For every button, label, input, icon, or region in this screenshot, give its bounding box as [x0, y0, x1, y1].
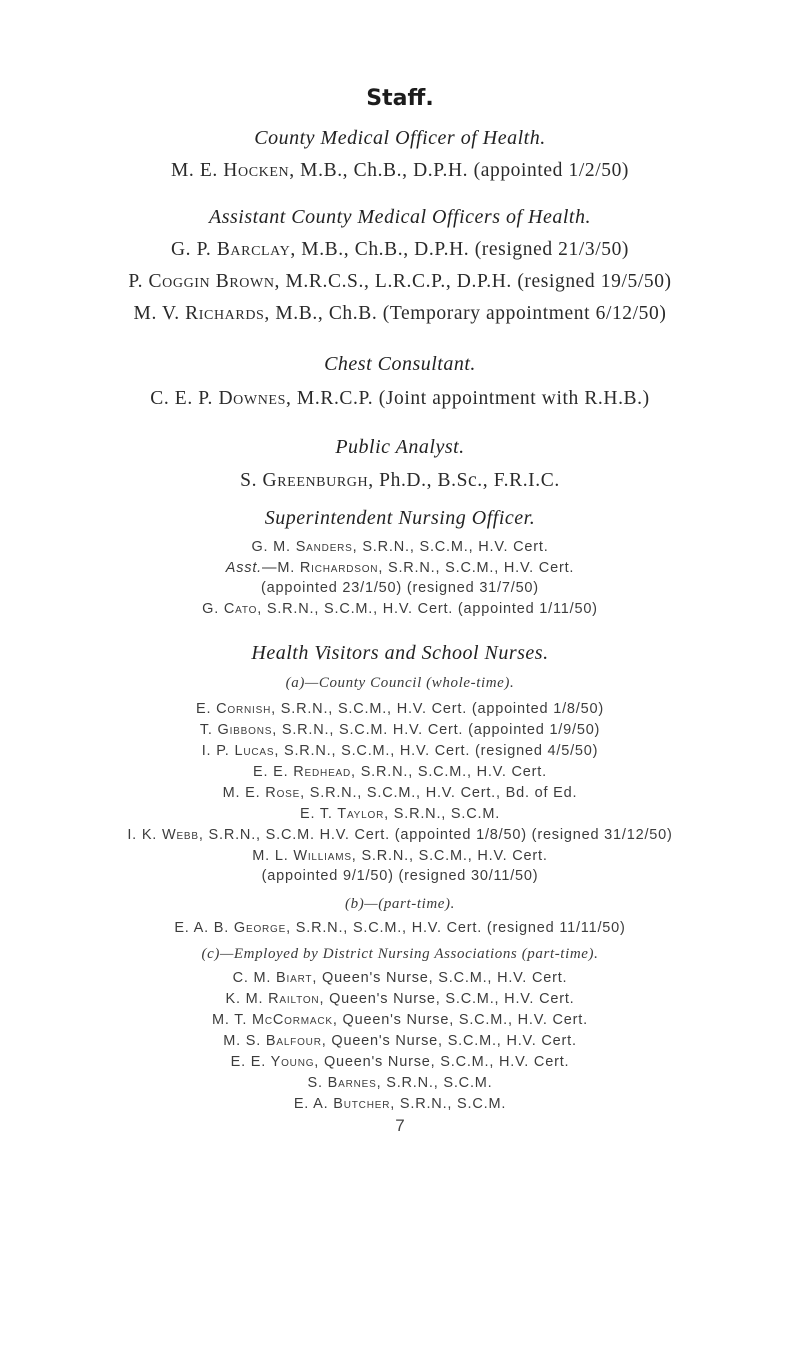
staff-name: M. E. Hocken: [170, 160, 290, 181]
hv-c-entry: [0, 1096, 800, 1112]
staff-details: , S.R.N., S.C.M., H.V. Cert.: [378, 560, 575, 576]
staff-name: E. T. Taylor: [299, 806, 385, 822]
chest-heading: Chest Consultant.: [324, 353, 476, 375]
staff-name: E. E. Young: [230, 1054, 315, 1070]
staff-name: M. E. Rose: [222, 785, 301, 801]
staff-details: , Queen's Nurse, S.C.M., H.V. Cert.: [312, 970, 568, 986]
hv-c-entry: [0, 991, 800, 1007]
staff-name: E. A. Butcher: [293, 1096, 391, 1112]
staff-details: , S.R.N., S.C.M., H.V. Cert. (appointed 1/8/50): [271, 701, 604, 717]
staff-name: S. Greenburgh: [240, 470, 369, 491]
staff-name: M. S. Balfour: [223, 1033, 322, 1049]
nursing-heading: Superintendent Nursing Officer.: [264, 507, 536, 529]
staff-details: , S.R.N., S.C.M., H.V. Cert. (resigned 4/5/50): [274, 743, 599, 759]
staff-name: M. T. McCormack: [212, 1012, 333, 1028]
hv-sub-a: (a)—County Council (whole-time).: [285, 675, 515, 691]
hv-c-entry: [0, 970, 800, 986]
staff-details: , S.R.N., S.C.M., H.V. Cert., Bd. of Ed.: [300, 785, 578, 801]
hv-c-entry: [0, 1012, 800, 1028]
staff-name: M. Richardson: [277, 560, 379, 576]
staff-details: , S.R.N., S.C.M., H.V. Cert. (appointed 1/11/50): [257, 601, 598, 617]
hv-b-entry: [0, 920, 800, 936]
staff-name: G. M. Sanders: [251, 539, 353, 555]
asst-moh-heading: Assistant County Medical Officers of Health.: [209, 206, 591, 228]
staff-name: I. P. Lucas: [201, 743, 275, 759]
staff-details: , S.R.N., S.C.M. H.V. Cert. (appointed 1/9/50): [272, 722, 601, 738]
staff-details: , S.R.N., S.C.M., H.V. Cert.: [351, 764, 547, 780]
hv-c-entry: [0, 1033, 800, 1049]
staff-details: , M.R.C.P. (Joint appointment with R.H.B.): [285, 388, 650, 409]
hv-a-entry: [0, 743, 800, 759]
hv-a-entry: [0, 701, 800, 717]
staff-name: C. E. P. Downes: [150, 388, 286, 409]
page-title: Staff.: [366, 86, 434, 111]
dash: —: [262, 560, 278, 576]
staff-name: K. M. Railton: [225, 991, 320, 1007]
nursing-entry: [0, 601, 800, 617]
staff-name: M. L. Williams: [252, 848, 352, 864]
hv-a-note: (appointed 9/1/50) (resigned 30/11/50): [261, 868, 539, 884]
asst-moh-entry: [0, 271, 800, 293]
staff-name: T. Gibbons: [199, 722, 273, 738]
staff-name: C. M. Biart: [232, 970, 313, 986]
hv-a-entry: [0, 827, 800, 843]
chest-entry: [0, 388, 800, 410]
moh-heading: County Medical Officer of Health.: [254, 127, 546, 149]
staff-name: M. V. Richards: [133, 303, 265, 324]
staff-details: , S.R.N., S.C.M.: [376, 1075, 493, 1091]
staff-name: E. E. Redhead: [253, 764, 352, 780]
hv-a-entry: [0, 722, 800, 738]
asst-moh-entry: [0, 239, 800, 261]
staff-name: G. Cato: [202, 601, 258, 617]
nursing-asst-dates: (appointed 23/1/50) (resigned 31/7/50): [261, 580, 539, 596]
staff-details: , M.B., Ch.B., D.P.H. (appointed 1/2/50): [289, 160, 630, 181]
hv-c-entry: [0, 1054, 800, 1070]
analyst-heading: Public Analyst.: [335, 436, 465, 458]
hv-a-entry: [0, 806, 800, 822]
analyst-entry: [0, 470, 800, 492]
staff-details: , M.B., Ch.B. (Temporary appointment 6/12/50): [264, 303, 667, 324]
staff-name: G. P. Barclay: [170, 239, 291, 260]
asst-prefix: Asst.: [225, 560, 262, 576]
nursing-entry: [0, 539, 800, 555]
page-number: 7: [395, 1116, 405, 1135]
staff-details: , Queen's Nurse, S.C.M., H.V. Cert.: [319, 991, 575, 1007]
hv-heading: Health Visitors and School Nurses.: [251, 642, 549, 664]
hv-a-entry: [0, 785, 800, 801]
staff-name: E. Cornish: [196, 701, 272, 717]
staff-details: , S.R.N., S.C.M.: [384, 806, 501, 822]
hv-a-entry: [0, 764, 800, 780]
staff-details: , S.R.N., S.C.M., H.V. Cert. (resigned 11/11/50): [286, 920, 626, 936]
staff-details: , Queen's Nurse, S.C.M., H.V. Cert.: [332, 1012, 588, 1028]
staff-name: I. K. Webb: [127, 827, 199, 843]
staff-details: , M.R.C.S., L.R.C.P., D.P.H. (resigned 19/5/50): [274, 271, 672, 292]
staff-name: S. Barnes: [307, 1075, 377, 1091]
nursing-asst-entry: [0, 560, 800, 576]
moh-entry: [0, 160, 800, 182]
asst-moh-entry: [0, 303, 800, 325]
staff-details: , Ph.D., B.Sc., F.R.I.C.: [368, 470, 560, 491]
staff-details: , S.R.N., S.C.M., H.V. Cert.: [351, 848, 548, 864]
staff-details: , Queen's Nurse, S.C.M., H.V. Cert.: [321, 1033, 577, 1049]
hv-sub-c: (c)—Employed by District Nursing Associations (part-time).: [201, 946, 599, 962]
staff-details: , M.B., Ch.B., D.P.H. (resigned 21/3/50): [290, 239, 630, 260]
hv-sub-b: (b)—(part-time).: [345, 896, 455, 912]
hv-c-entry: [0, 1075, 800, 1091]
staff-details: , S.R.N., S.C.M.: [390, 1096, 507, 1112]
staff-name: P. Coggin Brown: [128, 271, 275, 292]
staff-details: , S.R.N., S.C.M., H.V. Cert.: [352, 539, 549, 555]
staff-name: E. A. B. George: [174, 920, 287, 936]
staff-details: , Queen's Nurse, S.C.M., H.V. Cert.: [314, 1054, 570, 1070]
hv-a-entry: [0, 848, 800, 864]
staff-details: , S.R.N., S.C.M. H.V. Cert. (appointed 1/8/50) (resigned 31/12/50): [198, 827, 673, 843]
